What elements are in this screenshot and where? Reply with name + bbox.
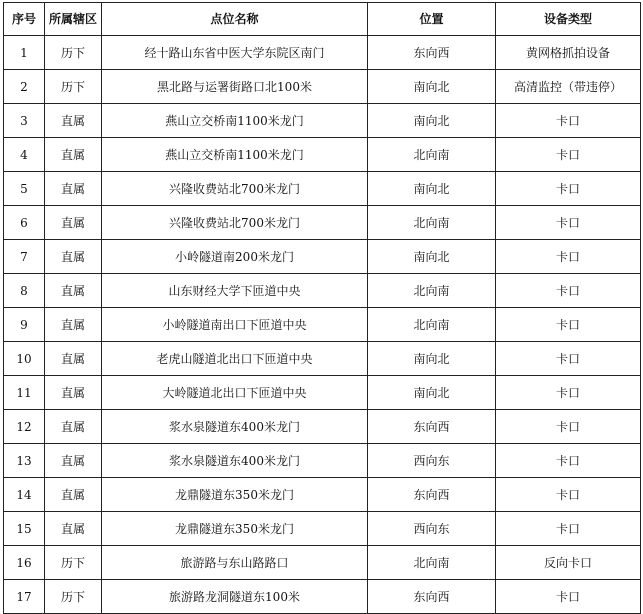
cell-no: 11	[4, 376, 45, 410]
cell-location-name: 燕山立交桥南1100米龙门	[102, 138, 368, 172]
cell-district: 直属	[45, 342, 102, 376]
cell-device-type: 卡口	[496, 138, 641, 172]
table-header	[4, 3, 641, 36]
cell-district: 直属	[45, 410, 102, 444]
cell-district: 直属	[45, 478, 102, 512]
cell-location-name: 龙鼎隧道东350米龙门	[102, 512, 368, 546]
cell-device-type: 卡口	[496, 376, 641, 410]
cell-device-type: 卡口	[496, 206, 641, 240]
cell-device-type: 卡口	[496, 308, 641, 342]
table-row	[4, 138, 641, 172]
cell-location-name: 小岭隧道南出口下匝道中央	[102, 308, 368, 342]
cell-position: 东向西	[368, 478, 496, 512]
cell-device-type: 卡口	[496, 478, 641, 512]
table-row	[4, 478, 641, 512]
header-device-type: 设备类型	[496, 3, 641, 36]
cell-no: 2	[4, 70, 45, 104]
cell-position: 西向东	[368, 512, 496, 546]
cell-no: 1	[4, 36, 45, 70]
cell-position: 南向北	[368, 104, 496, 138]
cell-location-name: 旅游路龙洞隧道东100米	[102, 580, 368, 614]
cell-no: 13	[4, 444, 45, 478]
table-row	[4, 70, 641, 104]
table-row	[4, 206, 641, 240]
cell-location-name: 浆水泉隧道东400米龙门	[102, 444, 368, 478]
cell-position: 南向北	[368, 172, 496, 206]
cell-position: 北向南	[368, 206, 496, 240]
table-row	[4, 36, 641, 70]
cell-position: 东向西	[368, 36, 496, 70]
cell-district: 直属	[45, 512, 102, 546]
cell-district: 历下	[45, 36, 102, 70]
cell-no: 9	[4, 308, 45, 342]
cell-device-type: 卡口	[496, 240, 641, 274]
table-row	[4, 546, 641, 580]
cell-district: 直属	[45, 206, 102, 240]
cell-device-type: 黄网格抓拍设备	[496, 36, 641, 70]
cell-position: 南向北	[368, 342, 496, 376]
cell-district: 历下	[45, 546, 102, 580]
cell-device-type: 卡口	[496, 274, 641, 308]
cell-position: 北向南	[368, 274, 496, 308]
cell-position: 北向南	[368, 546, 496, 580]
table-row	[4, 512, 641, 546]
cell-position: 南向北	[368, 376, 496, 410]
cell-no: 5	[4, 172, 45, 206]
cell-location-name: 小岭隧道南200米龙门	[102, 240, 368, 274]
cell-position: 南向北	[368, 240, 496, 274]
header-district: 所属辖区	[45, 3, 102, 36]
cell-district: 直属	[45, 308, 102, 342]
cell-position: 南向北	[368, 70, 496, 104]
table-row	[4, 376, 641, 410]
cell-device-type: 卡口	[496, 580, 641, 614]
cell-no: 15	[4, 512, 45, 546]
cell-no: 8	[4, 274, 45, 308]
cell-device-type: 卡口	[496, 512, 641, 546]
table-row	[4, 308, 641, 342]
cell-position: 北向南	[368, 138, 496, 172]
cell-location-name: 旅游路与东山路路口	[102, 546, 368, 580]
cell-location-name: 大岭隧道北出口下匝道中央	[102, 376, 368, 410]
cell-no: 4	[4, 138, 45, 172]
cell-district: 直属	[45, 104, 102, 138]
cell-no: 12	[4, 410, 45, 444]
cell-device-type: 卡口	[496, 444, 641, 478]
table-row	[4, 444, 641, 478]
cell-location-name: 经十路山东省中医大学东院区南门	[102, 36, 368, 70]
table-body	[4, 36, 641, 614]
cell-position: 东向西	[368, 410, 496, 444]
cell-position: 东向西	[368, 580, 496, 614]
cell-location-name: 山东财经大学下匝道中央	[102, 274, 368, 308]
cell-device-type: 卡口	[496, 172, 641, 206]
header-no: 序号	[4, 3, 45, 36]
cell-district: 直属	[45, 240, 102, 274]
cell-device-type: 卡口	[496, 342, 641, 376]
table-row	[4, 104, 641, 138]
table-row	[4, 172, 641, 206]
cell-district: 直属	[45, 138, 102, 172]
table-row	[4, 240, 641, 274]
cell-device-type: 卡口	[496, 104, 641, 138]
cell-district: 直属	[45, 274, 102, 308]
cell-no: 14	[4, 478, 45, 512]
cell-no: 10	[4, 342, 45, 376]
cell-no: 16	[4, 546, 45, 580]
cell-no: 17	[4, 580, 45, 614]
cell-district: 历下	[45, 580, 102, 614]
cell-location-name: 燕山立交桥南1100米龙门	[102, 104, 368, 138]
cell-device-type: 高清监控（带违停）	[496, 70, 641, 104]
cell-location-name: 老虎山隧道北出口下匝道中央	[102, 342, 368, 376]
device-location-table	[3, 2, 641, 614]
table-row	[4, 342, 641, 376]
header-row	[4, 3, 641, 36]
header-name: 点位名称	[102, 3, 368, 36]
cell-district: 直属	[45, 444, 102, 478]
cell-district: 历下	[45, 70, 102, 104]
cell-district: 直属	[45, 172, 102, 206]
table-row	[4, 274, 641, 308]
cell-location-name: 浆水泉隧道东400米龙门	[102, 410, 368, 444]
cell-location-name: 黑北路与运署街路口北100米	[102, 70, 368, 104]
cell-no: 7	[4, 240, 45, 274]
table-row	[4, 410, 641, 444]
header-position: 位置	[368, 3, 496, 36]
table-row	[4, 580, 641, 614]
cell-location-name: 龙鼎隧道东350米龙门	[102, 478, 368, 512]
cell-location-name: 兴隆收费站北700米龙门	[102, 172, 368, 206]
cell-no: 6	[4, 206, 45, 240]
cell-position: 西向东	[368, 444, 496, 478]
cell-location-name: 兴隆收费站北700米龙门	[102, 206, 368, 240]
cell-no: 3	[4, 104, 45, 138]
cell-district: 直属	[45, 376, 102, 410]
cell-device-type: 卡口	[496, 410, 641, 444]
cell-position: 北向南	[368, 308, 496, 342]
cell-device-type: 反向卡口	[496, 546, 641, 580]
